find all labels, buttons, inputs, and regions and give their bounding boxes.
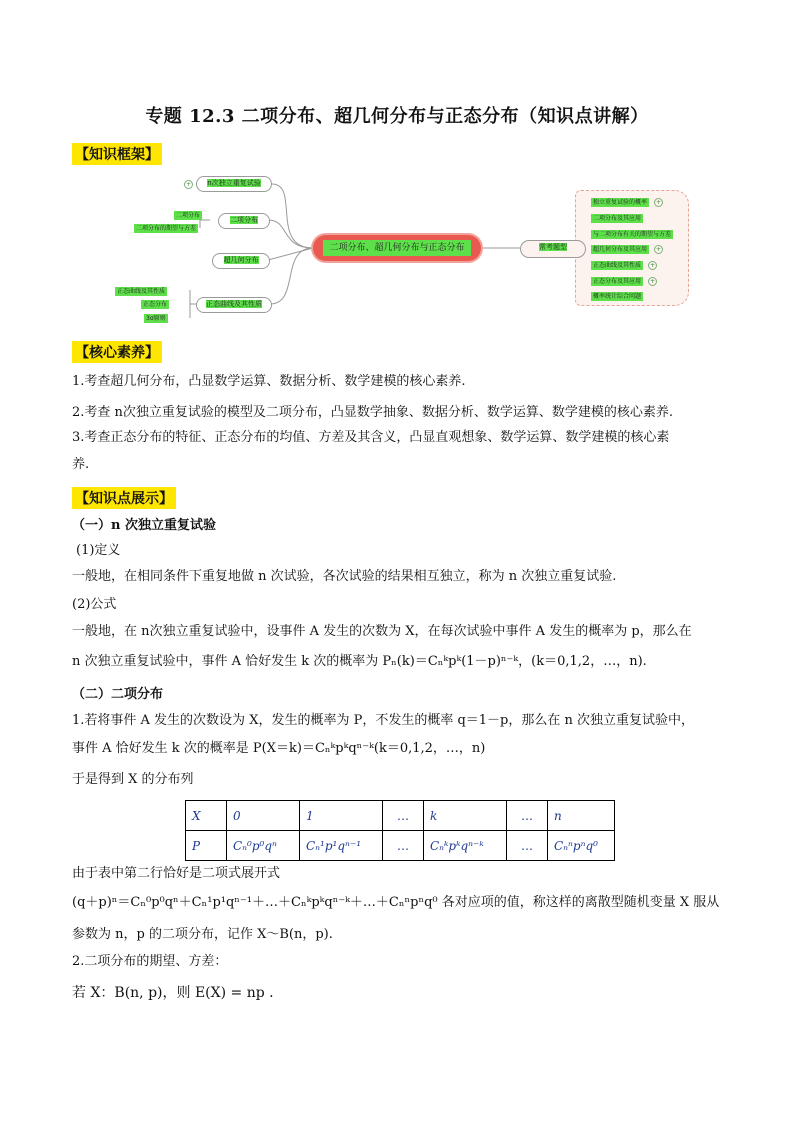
mindmap-leaf: 二项分布 bbox=[176, 212, 201, 219]
mindmap-leaf: 正态分布 bbox=[143, 301, 168, 308]
table-cell: … bbox=[383, 831, 424, 861]
definition-label: (1)定义 bbox=[76, 543, 121, 558]
binomial-line-3: 于是得到 X 的分布列 bbox=[72, 772, 194, 787]
table-cell: Cₙᵏpᵏqⁿ⁻ᵏ bbox=[424, 831, 507, 861]
table-cell: … bbox=[507, 801, 548, 831]
table-row bbox=[186, 831, 615, 861]
table-cell: Cₙ⁰p⁰qⁿ bbox=[227, 831, 300, 861]
mindmap-leaf: 概率统计综合问题 bbox=[593, 293, 642, 300]
binomial-line-4: 由于表中第二行恰好是二项式展开式 bbox=[72, 866, 281, 881]
literacy-item-3: 3.考查正态分布的特征、正态分布的均值、方差及其含义，凸显直观想象、数学运算、数学建模的核心素 bbox=[72, 430, 670, 445]
table-cell: Cₙⁿpⁿq⁰ bbox=[548, 831, 615, 861]
literacy-item-2: 2.考查 n次独立重复试验的模型及二项分布，凸显数学抽象、数据分析、数学运算、数学建模的核心素养. bbox=[72, 405, 674, 420]
subheading-binomial: （二）二项分布 bbox=[72, 687, 164, 702]
mindmap-leaf: 二项分布的期望与方差 bbox=[136, 225, 197, 232]
section-literacy: 【核心素养】 bbox=[72, 341, 162, 363]
mindmap-leaf: 二项分布及其应用 bbox=[593, 215, 642, 222]
mindmap-node-binomial: 二项分布 bbox=[218, 213, 270, 229]
mindmap-node-independent-trials: n次独立重复试验 bbox=[196, 176, 272, 192]
literacy-item-1: 1.考查超几何分布，凸显数学运算、数据分析、数学建模的核心素养. bbox=[72, 374, 466, 389]
mindmap-center-node: 二项分布、超几何分布与正态分布 bbox=[313, 235, 481, 261]
expectation-heading: 2.二项分布的期望、方差： bbox=[72, 954, 228, 969]
section-knowledge-display: 【知识点展示】 bbox=[72, 487, 176, 509]
expand-icon[interactable]: + bbox=[655, 199, 662, 206]
expand-icon[interactable]: + bbox=[649, 262, 656, 269]
subheading-independent-trials: （一）n 次独立重复试验 bbox=[72, 518, 216, 533]
table-cell: n bbox=[548, 801, 615, 831]
mindmap-leaf: 正态曲线及其性质 bbox=[593, 262, 642, 269]
formula-line-1: 一般地，在 n次独立重复试验中，设事件 A 发生的次数为 X，在每次试验中事件 A 发生的概率为 p，那么在 bbox=[72, 624, 692, 639]
mindmap-leaf: 与二项分布有关的期望与方差 bbox=[593, 231, 672, 238]
table-cell: 0 bbox=[227, 801, 300, 831]
literacy-item-3-cont: 养. bbox=[72, 457, 90, 472]
table-cell: X bbox=[186, 801, 227, 831]
mindmap-leaf: 正态分布及其应用 bbox=[593, 278, 642, 285]
binomial-line-2: 事件 A 恰好发生 k 次的概率是 P(X＝k)＝Cₙᵏpᵏqⁿ⁻ᵏ(k＝0,1,2，…，n) bbox=[72, 741, 486, 756]
expand-icon[interactable]: + bbox=[655, 246, 662, 253]
table-cell: … bbox=[507, 831, 548, 861]
mindmap-leaf: 独立重复试验的概率 bbox=[593, 199, 648, 206]
binomial-line-1: 1.若将事件 A 发生的次数设为 X，发生的概率为 P，不发生的概率 q＝1－p，那么在 n 次独立重复试验中， bbox=[72, 713, 695, 728]
expectation-formula: 若 X：B(n, p)，则 E(X) = np . bbox=[72, 985, 274, 1001]
formula-label: (2)公式 bbox=[72, 597, 117, 612]
table-cell: 1 bbox=[300, 801, 383, 831]
table-cell: … bbox=[383, 801, 424, 831]
mindmap-node-normal-curve: 正态曲线及其性质 bbox=[196, 297, 272, 313]
definition-text: 一般地，在相同条件下重复地做 n 次试验，各次试验的结果相互独立，称为 n 次独立重复试验. bbox=[72, 569, 617, 584]
table-cell: P bbox=[186, 831, 227, 861]
binomial-expansion: (q＋p)ⁿ＝Cₙ⁰p⁰qⁿ＋Cₙ¹p¹qⁿ⁻¹＋…＋Cₙᵏpᵏqⁿ⁻ᵏ＋…＋Cₙⁿpⁿq⁰ 各对应项的值，称这样的离散型随机变量 X 服从 bbox=[72, 895, 720, 910]
mindmap-leaf: 正态曲线及其性质 bbox=[117, 288, 166, 295]
binomial-line-6: 参数为 n，p 的二项分布，记作 X～B(n，p). bbox=[72, 927, 333, 942]
table-cell: k bbox=[424, 801, 507, 831]
mindmap-leaf: 3σ原则 bbox=[146, 315, 166, 322]
mindmap-node-question-types: 常考题型 bbox=[520, 240, 586, 258]
expand-icon[interactable]: + bbox=[649, 278, 656, 285]
section-framework: 【知识框架】 bbox=[72, 143, 162, 165]
formula-line-2: n 次独立重复试验中，事件 A 恰好发生 k 次的概率为 Pₙ(k)＝Cₙᵏpᵏ(1－p)ⁿ⁻ᵏ，(k＝0,1,2，…，n). bbox=[72, 654, 647, 669]
distribution-table bbox=[185, 800, 615, 861]
mindmap-node-hypergeometric: 超几何分布 bbox=[212, 253, 270, 269]
mindmap-leaf: 超几何分布及其应用 bbox=[593, 246, 648, 253]
page-title: 专题 12.3 二项分布、超几何分布与正态分布（知识点讲解） bbox=[145, 106, 649, 127]
table-cell: Cₙ¹p¹qⁿ⁻¹ bbox=[300, 831, 383, 861]
table-row bbox=[186, 801, 615, 831]
expand-icon[interactable]: + bbox=[185, 181, 192, 188]
